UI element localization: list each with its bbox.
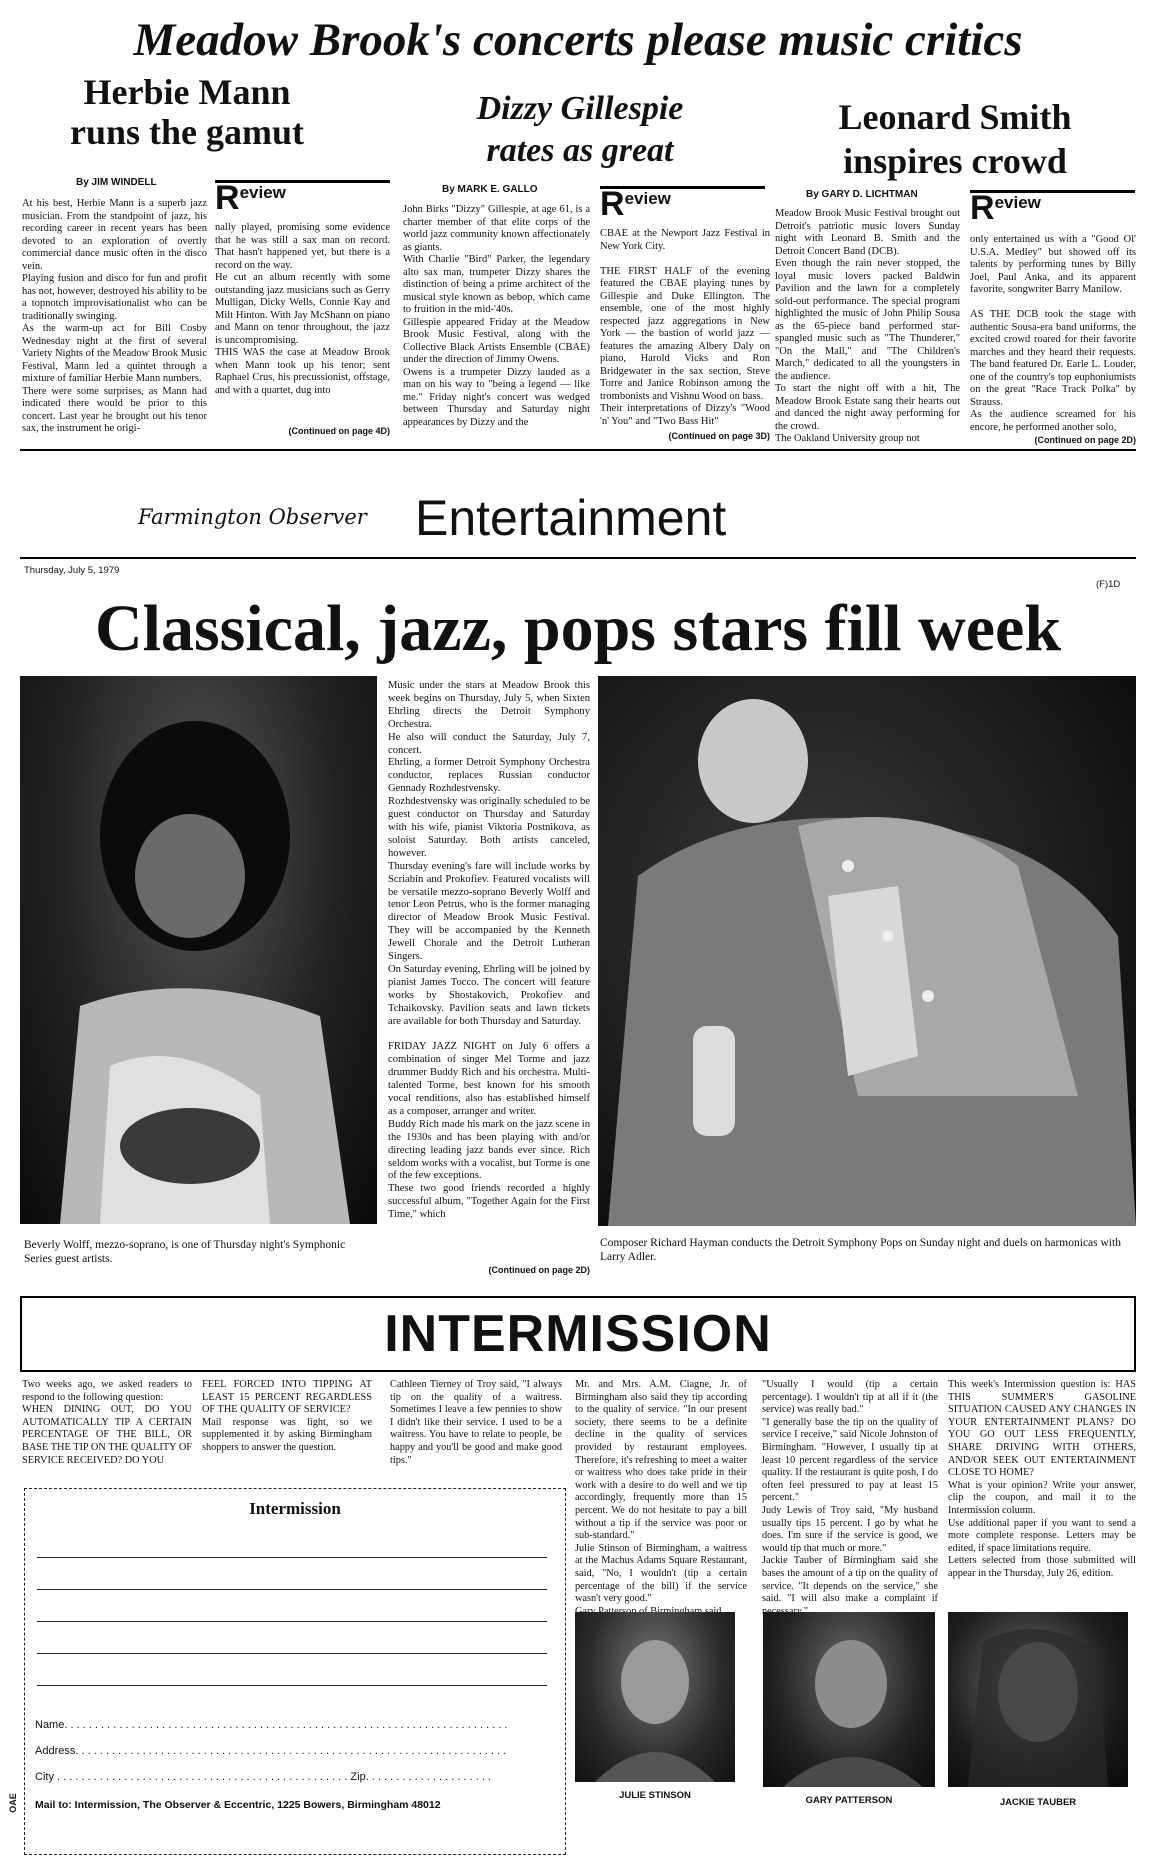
- intermission-column: This week's Intermission question is: HAS THIS SUMMER'S GASOLINE SITUATION CAUSED ANY CHANGES IN YOUR ENTERTAINMENT PLANS? DO YOU GO OUT LESS FREQUENTLY, SHARE DRIVING WITH OTHERS, AND/OR SEEK OUT ENTERTAINMENT CLOSE TO HOME? What is your opinion? Write your answer, clip the coupon, and mail it to the Intermission column. Use additional paper if you want to send a more complete response. Letters may be edited, if space limitations require. Letters selected from those submitted will appear in the Thursday, July 26, edition.: [948, 1379, 1136, 1579]
- section-title: Entertainment: [415, 490, 727, 546]
- mail-to: Mail to: Intermission, The Observer & Eccentric, 1225 Bowers, Birmingham 48012: [35, 1799, 441, 1811]
- divider: [20, 449, 1136, 451]
- intermission-column: Cathleen Tierney of Troy said, "I always tip on the quality of a waitress. Sometimes I leave a few pennies to show I didn't like their service. I used to be a waitress. You have to relate to people, be happy and you'll be good and make good tips.": [390, 1379, 562, 1466]
- lead-article-body: Music under the stars at Meadow Brook this week begins on Thursday, July 5, when Sixten Ehrling directs the Detroit Symphony Orchestra. He also will conduct the Saturday, July 7, concert. Ehrling, a former Detroit Symphony Orchestra conductor, replaces Russian conductor Gennady Rozhdestvensky. Rozhdestvensky was originally scheduled to be guest conductor on Thursday and Saturday with his wife, pianist Viktoria Postnikova, as soloist Saturday. Both artists canceled, however. Thursday evening's fare will include works by Scriabin and Prokofiev. Featured vocalists will be versatile mezzo-soprano Beverly Wolff and tenor Leon Petrus, who is the former managing director of Meadow Brook Music Festival. They will be accompanied by the Kenneth Jewell Chorale and the Detroit Lutheran Singers. On Saturday evening, Ehrling will be joined by pianist James Tocco. The concert will feature works by Shostakovich, Prokofiev and Tchaikovsky. Pavilion seats and lawn tickets are available for both Thursday and Saturday. FRIDAY JAZZ NIGHT on July 6 offers a combination of singer Mel Torme and jazz drummer Buddy Rich and his orchestra. Multi-talented Torme, best known for his smooth vocal renditions, also has established himself as a composer, arranger and writer. Buddy Rich made his mark on the jazz scene in the 1930s and has been playing with and/or directing leading jazz bands ever since. Rich seldom works with a vocalist, but Torme is one of the few exceptions. These two good friends recorded a highly successful album, "Together Again for the First Time," which: [388, 680, 590, 1221]
- review-label-r: R: [600, 185, 625, 223]
- review-byline: By GARY D. LICHTMAN: [806, 189, 918, 200]
- review-column: only entertained us with a "Good Ol' U.S.A. Medley" but showed off its talents by performing tunes by Billy Joel, Paul Anka, and its apparent favorite, songwriter Barry Manilow. AS THE DCB took the stage with authentic Sousa-era band uniforms, the excited crowd roared for their favorite marches and they heard their requests. The band featured Dr. Earle L. Louder, one of the country's top euphoniumists on the great "Race Track Polka" by Strauss. As the audience screamed for his encore, he performed another solo,: [970, 234, 1136, 433]
- photo-caption: Beverly Wolff, mezzo-soprano, is one of Thursday night's Symphonic Series guest artists.: [24, 1239, 346, 1265]
- julie-stinson-photo: [575, 1612, 735, 1782]
- photo-caption: Composer Richard Hayman conducts the Detroit Symphony Pops on Sunday night and duels on harmonicas with Larry Adler.: [600, 1237, 1121, 1263]
- name-field-label: Name. . . . . . . . . . . . . . . . . . . . . . . . . . . . . . . . . . . . . . . . . . . . . . . . . . . . . . . . . . . . . . . . . . . . . . . . .: [35, 1719, 508, 1731]
- face-illustration: [948, 1612, 1128, 1787]
- face-illustration: [763, 1612, 935, 1787]
- review-label: [600, 185, 765, 223]
- review-byline: By MARK E. GALLO: [442, 184, 538, 195]
- city-zip-field-label: City . . . . . . . . . . . . . . . . . . . . . . . . . . . . . . . . . . . . . . . . . . . . . . . . Zip. . . . . . . . . . . . . . . . . . . . .: [35, 1771, 491, 1783]
- review-label-rest: eview: [994, 193, 1041, 212]
- review-headline-line2: rates as great: [486, 132, 674, 169]
- continued-note: (Continued on page 2D): [1034, 435, 1136, 445]
- review-leonard-smith: [790, 95, 1120, 183]
- review-herbie-mann: [22, 72, 352, 152]
- answer-line[interactable]: [37, 1557, 547, 1558]
- page-code: (F)1D: [1096, 579, 1121, 590]
- intermission-title: INTERMISSION: [384, 1305, 772, 1363]
- review-headline-line2: inspires crowd: [843, 141, 1067, 181]
- review-headline-line1: Dizzy Gillespie: [476, 90, 684, 127]
- answer-line[interactable]: [37, 1685, 547, 1686]
- review-byline: By JIM WINDELL: [76, 177, 157, 188]
- intermission-column: "Usually I would (tip a certain percentage). I wouldn't tip at all if it (the service) was really bad." "I generally base the tip on the quality of service I receive," said Nicole Johnston of Birmingham. "However, I usually tip at least 10 percent regardless of the service quality. If the restaurant is quite posh, I do often feel pressured to pay at least 15 percent." Judy Lewis of Troy said, "My husband usually tips 15 percent. I go by what he does. I'm sure if the service is good, we would tip that much or more." Jackie Tauber of Birmingham said she bases the amount of a tip on the quality of service. "It depends on the service," she said. "I will also make a complaint if: [762, 1379, 938, 1605]
- answer-line[interactable]: [37, 1653, 547, 1654]
- review-headline-line2: runs the gamut: [69, 112, 305, 152]
- photo-caption-jackie: JACKIE TAUBER: [999, 1797, 1077, 1808]
- intermission-coupon: [24, 1488, 566, 1855]
- divider: [20, 557, 1136, 559]
- review-dizzy-gillespie: [430, 88, 730, 172]
- issue-date: Thursday, July 5, 1979: [24, 565, 120, 576]
- answer-line[interactable]: [37, 1589, 547, 1590]
- photo-caption-julie: JULIE STINSON: [619, 1790, 691, 1801]
- review-label-r: R: [970, 189, 995, 227]
- city-label: City: [35, 1771, 54, 1783]
- paper-name: Farmington Observer: [138, 505, 367, 529]
- review-label-r: R: [215, 179, 240, 217]
- continued-note: (Continued on page 3D): [668, 431, 770, 441]
- intermission-column: FEEL FORCED INTO TIPPING AT LEAST 15 PERCENT REGARDLESS OF THE QUALITY OF SERVICE? Mail response was light, so we supplemented it by asking Birmingham shoppers to answer the question.: [202, 1379, 372, 1453]
- zip-label: Zip: [350, 1771, 366, 1783]
- review-label-rest: eview: [624, 189, 671, 208]
- continued-note: (Continued on page 2D): [488, 1265, 590, 1275]
- review-label: [970, 189, 1135, 227]
- review-column: CBAE at the Newport Jazz Festival in New York City. THE FIRST HALF of the evening featured the CBAE playing tunes by Gillespie and Duke Ellington. The ensemble, one of the most highly respected jazz aggregations in New York — the bastion of world jazz — features the amazing Albery Daly on piano, Harold Vicks and Ron Bridgewater in the sax section, Steve Torre and Janice Robinson among the trombonists and Vishnu Wood on bass. Their interpretations of Dizzy's "Wood 'n' You" and "Two Bass Hit": [600, 228, 770, 427]
- review-column: Meadow Brook Music Festival brought out Detroit's patriotic music lovers Sunday night with Leonard B. Smith and the Detroit Concert Band (DCB). Even though the rain never stopped, the loyal music lovers packed Baldwin Pavilion and the lawn for a completely sold-out performance. The special program highlighted the music of John Philip Sousa as the 65-piece band performed star-spangled music such as "The Thunderer," "On the Mall," and "The Children's March," dedicated to all the youngsters in the audience. To start the night off with a hit, The Meadow Brook Estate sang their hearts out and danced the night away performing for the crowd. The Oakland University group not: [775, 208, 960, 444]
- review-column: John Birks "Dizzy" Gillespie, at age 61, is a charter member of that elite corps of the world jazz community known affectionately as giants. With Charlie "Bird" Parker, the legendary alto sax man, trumpeter Dizzy shares the distinction of being a prime architect of the musical style known as bebop, which came to fruition in the mid-'40s. Gillespie appeared Friday at the Meadow Brook Music Festival, along with the Collective Black Artists Ensemble (CBAE) under the direction of Jimmy Owens. Owens is a trumpeter Dizzy lauded as a man on his way to "being a legend — like me." Friday night's concert was wedged between Thursday and Saturday night appearances by Dizzy and the: [403, 204, 590, 428]
- answer-line[interactable]: [37, 1621, 547, 1622]
- side-code: OAE: [7, 1793, 18, 1813]
- intermission-banner: [20, 1296, 1136, 1372]
- review-headline-line1: Leonard Smith: [838, 97, 1072, 137]
- name-label: Name: [35, 1719, 65, 1731]
- review-label: [215, 179, 390, 217]
- continued-note: (Continued on page 4D): [288, 426, 390, 436]
- jackie-tauber-photo: [948, 1612, 1128, 1787]
- review-headline-line1: Herbie Mann: [83, 72, 291, 112]
- photo-caption-gary: GARY PATTERSON: [805, 1795, 893, 1806]
- face-illustration: [575, 1612, 735, 1782]
- banner-title: Meadow Brook's concerts please music critics: [133, 14, 1023, 66]
- intermission-column: Two weeks ago, we asked readers to respond to the following question: WHEN DINING OUT, DO YOU AUTOMATICALLY TIP A CERTAIN PERCENTAGE OF THE BILL, OR BASE THE TIP ON THE QUALITY OF SERVICE RECEIVED? DO YOU: [22, 1379, 192, 1466]
- intermission-column: Mr. and Mrs. A.M. Ciagne, Jr. of Birmingham also said they tip according to the quality of service. "In our present society, there seems to be a definite decline in the quality of services provided by restaurant employees. Therefore, it's refreshing to meet a waiter or waitress who does take pride in their work with a desire to do well and we tip accordingly, frequently more than 15 percent. We do not hesitate to pay a bill without a tip if the service was poor or sub-standard." Julie Stinson of Birmingham, a waitress at the Machus Adams Square Restaurant, said, "No, I wouldn't (tip a certain percentage of the bill) if the service wasn't very good.": [575, 1379, 747, 1605]
- address-label: Address: [35, 1745, 76, 1757]
- review-column: At his best, Herbie Mann is a superb jazz musician. From the standpoint of jazz, his recording career in recent years has been devoted to an exploration of overtly commercial dance music often in the disco vein. Playing fusion and disco for fun and profit has not, however, destroyed his ability to be a topnotch improvisationalist who can be traditionally swinging. As the warm-up act for Bill Cosby Wednesday night at the first of several Variety Nights of the Meadow Brook Music Festival, Mann led a quintet through a mixture of familiar Herbie Mann numbers. There were some surprises, as Mann had indicated there would be prior to this concert. Last year he brought out his tenor sax, the instrument he origi-: [22, 198, 207, 434]
- conductor-illustration: [598, 676, 1136, 1226]
- lead-headline: Classical, jazz, pops stars fill week: [94, 592, 1062, 665]
- gary-patterson-photo: [763, 1612, 935, 1787]
- portrait-illustration: [20, 676, 377, 1224]
- beverly-wolff-photo: [20, 676, 377, 1224]
- coupon-title: Intermission: [249, 1499, 341, 1518]
- review-label-rest: eview: [239, 183, 286, 202]
- richard-hayman-photo: [598, 676, 1136, 1226]
- review-column: nally played, promising some evidence that he was still a sax man on record. That hasn't happened yet, but there is a record on the way. He cut an album recently with some outstanding jazz musicians such as Gerry Mulligan, Dicky Wells, Connie Kay and Milt Hinton. With Jay McShann on piano and Mann on tenor throughout, the jazz is uncompromising. THIS WAS the case at Meadow Brook when Mann took up his tenor; sent Raphael Crus, his precussionist, offstage, and with a quartet, dug into: [215, 222, 390, 396]
- address-field-label: Address. . . . . . . . . . . . . . . . . . . . . . . . . . . . . . . . . . . . . . . . . . . . . . . . . . . . . . . . . . . . . . . . . . . . . . .: [35, 1745, 507, 1757]
